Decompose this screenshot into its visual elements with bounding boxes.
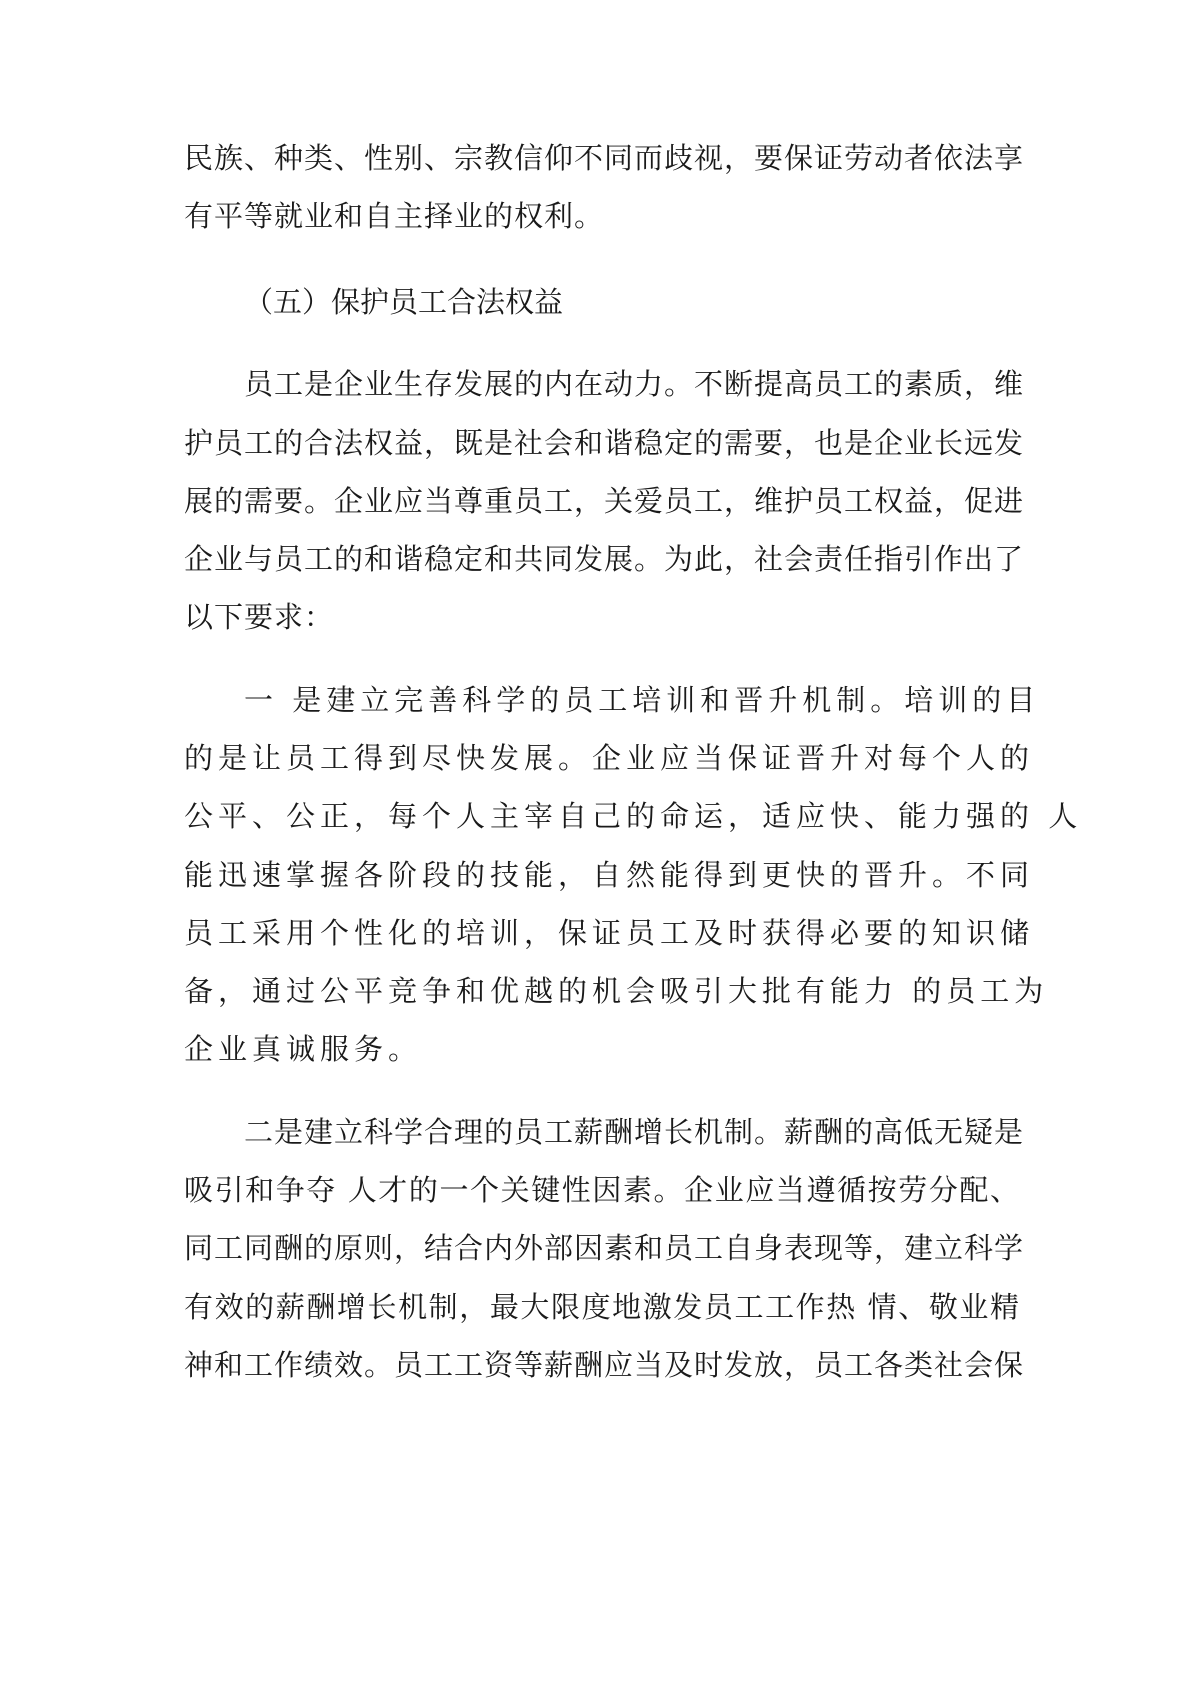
paragraph-2-line-1: 员工是企业生存发展的内在动力。不断提高员工的素质，维 xyxy=(244,367,1025,401)
paragraph-3-line-2: 的是让员工得到尽快发展。企业应当保证晋升对每个人的 xyxy=(184,741,1035,775)
paragraph-2-line-4: 企业与员工的和谐稳定和共同发展。为此，社会责任指引作出了 xyxy=(184,542,1025,576)
section-heading: （五）保护员工合法权益 xyxy=(244,285,564,319)
paragraph-4-line-3: 同工同酬的原则，结合内外部因素和员工自身表现等，建立科学 xyxy=(184,1231,1025,1265)
paragraph-4-line-1: 二是建立科学合理的员工薪酬增长机制。薪酬的高低无疑是 xyxy=(244,1115,1025,1149)
paragraph-4-line-2: 吸引和争夺 人才的一个关键性因素。企业应当遵循按劳分配、 xyxy=(184,1173,1020,1207)
paragraph-1-line-1: 民族、种类、性别、宗教信仰不同而歧视，要保证劳动者依法享 xyxy=(184,141,1025,175)
paragraph-4-line-4: 有效的薪酬增长机制，最大限度地激发员工工作热 情、敬业精 xyxy=(184,1290,1020,1324)
paragraph-1-line-2: 有平等就业和自主择业的权利。 xyxy=(184,199,605,233)
paragraph-3-line-3: 公平、公正，每个人主宰自己的命运，适应快、能力强的 人 xyxy=(184,799,1083,833)
paragraph-2-line-2: 护员工的合法权益，既是社会和谐稳定的需要，也是企业长远发 xyxy=(184,426,1025,460)
paragraph-3-line-5: 员工采用个性化的培训，保证员工及时获得必要的知识储 xyxy=(184,916,1035,950)
paragraph-3-line-7: 企业真诚服务。 xyxy=(184,1032,423,1066)
paragraph-2-line-3: 展的需要。企业应当尊重员工，关爱员工，维护员工权益，促进 xyxy=(184,484,1025,518)
paragraph-3-line-4: 能迅速掌握各阶段的技能，自然能得到更快的晋升。不同 xyxy=(184,858,1035,892)
paragraph-2-line-5: 以下要求： xyxy=(184,600,335,634)
paragraph-3-line-6: 备，通过公平竞争和优越的机会吸引大批有能力 的员工为 xyxy=(184,974,1049,1008)
paragraph-4-line-5: 神和工作绩效。员工工资等薪酬应当及时发放，员工各类社会保 xyxy=(184,1348,1025,1382)
paragraph-3-line-1: 一 是建立完善科学的员工培训和晋升机制。培训的目 xyxy=(244,683,1041,717)
